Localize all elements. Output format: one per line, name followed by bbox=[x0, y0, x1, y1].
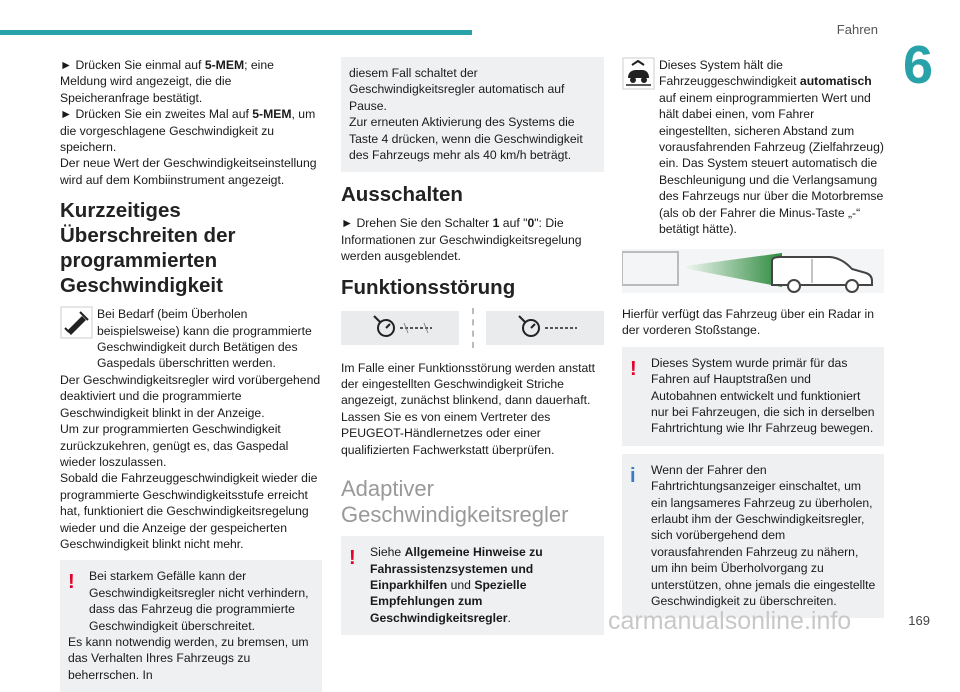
adaptive-cruise-icon-paragraph: Dieses System hält die Fahrzeuggeschwindigkeit automatisch auf einem einprogrammierten Wert und hält dabei einen, vom Fahrer eingestellten, sicheren Abstand zum vorausfahrenden Fahrzeug (Zielfahrzeug) ein. Das System steuert automatisch die Beschleunigung und die Verlangsamung des Fahrzeugs nur über die Motorbremse (als ob der Fahrer die Minus-Taste „-“ betätigt hätte). bbox=[622, 57, 884, 237]
column-3 bbox=[622, 57, 884, 618]
warning-box-continued: diesem Fall schaltet der Geschwindigkeitsregler automatisch auf Pause. Zur erneuten Aktivierung des Systems die Taste 4 drücken, wenn die Geschwindigkeit des Fahrzeugs mehr als 40 km/h beträgt. bbox=[341, 57, 604, 172]
adaptive-cruise-control-icon bbox=[622, 57, 655, 90]
page-number: 169 bbox=[908, 613, 930, 628]
paragraph: Sobald die Fahrzeuggeschwindigkeit wieder die programmierte Geschwindigkeitsstufe erreicht hat, funktioniert die Geschwindigkeitsregelung wieder und die Anzeige der gespeicherten Geschwindigkeit blinkt nicht mehr. bbox=[60, 471, 318, 551]
speed-limiter-icon bbox=[360, 315, 440, 341]
warning-icon: ! bbox=[68, 571, 75, 594]
watermark: carmanualsonline.info bbox=[608, 607, 852, 635]
speed-limiter-icon bbox=[505, 315, 585, 341]
paragraph: ► Drücken Sie ein zweites Mal auf 5-MEM, um die vorgeschlagene Geschwindigkeit zu speichern. bbox=[60, 107, 316, 155]
warning-icon: ! bbox=[349, 547, 356, 570]
column-1 bbox=[60, 57, 322, 692]
warning-box: ! Dieses System wurde primär für das Fahren auf Hauptstraßen und Autobahnen entwickelt und funktioniert nur bei Fahrzeugen, die sich in derselben Fahrtrichtung wie Ihr Fahrzeug bewegen. bbox=[622, 347, 884, 446]
header-accent-bar bbox=[0, 30, 472, 35]
heading-overspeed: Kurzzeitiges Überschreiten der programmierten Geschwindigkeit bbox=[60, 199, 236, 298]
column-2 bbox=[341, 57, 604, 635]
malfunction-display-illustration bbox=[341, 308, 604, 348]
heading-malfunction: Funktionsstörung bbox=[341, 275, 516, 299]
paragraph: Um zur programmierten Geschwindigkeit zurückzukehren, genügt es, das Gaspedal wieder loszulassen. bbox=[60, 422, 289, 469]
section-title: Fahren bbox=[836, 22, 878, 37]
accelerator-icon-paragraph: Bei Bedarf (beim Überholen beispielsweise) kann die programmierte Geschwindigkeit durch Betätigen des Gaspedals überschritten werden. bbox=[60, 306, 322, 372]
paragraph: Der neue Wert der Geschwindigkeitseinstellung wird auf dem Kombiinstrument angezeigt. bbox=[60, 156, 317, 187]
paragraph: ► Drehen Sie den Schalter 1 auf "0": Die Informationen zur Geschwindigkeitsregelung werden ausgeblendet. bbox=[341, 216, 582, 264]
display-blinking-illustration bbox=[341, 311, 459, 345]
paragraph: Der Geschwindigkeitsregler wird vorübergehend deaktiviert und die programmierte Geschwindigkeit blinkt in der Anzeige. bbox=[60, 372, 321, 420]
info-icon: i bbox=[630, 464, 636, 487]
warning-icon: ! bbox=[630, 357, 637, 380]
accelerator-pedal-icon bbox=[60, 306, 93, 339]
radar-car-illustration bbox=[622, 249, 884, 293]
warning-box: ! Bei starkem Gefälle kann der Geschwindigkeitsregler nicht verhindern, dass das Fahrzeug die programmierte Geschwindigkeit überschreitet. Es kann notwendig werden, zu bremsen, um das Verhalten Ihres Fahrzeugs zu beherrschen. In bbox=[60, 560, 322, 692]
warning-box: ! Siehe Allgemeine Hinweise zu Fahrassistenzsystemen und Einparkhilfen und Spezielle Empfehlungen zum Geschwindigkeitsregler. bbox=[341, 536, 604, 635]
paragraph: Lassen Sie es von einem Vertreter des PEUGEOT-Händlernetzes oder einer qualifizierten Fachwerkstatt überprüfen. bbox=[341, 409, 555, 457]
paragraph: Im Falle einer Funktionsstörung werden anstatt der eingestellten Geschwindigkeit Striche angezeigt, zunächst blinkend, dann dauerhaft. bbox=[341, 360, 596, 408]
heading-switch-off: Ausschalten bbox=[341, 183, 463, 207]
chapter-number: 6 bbox=[903, 35, 934, 95]
paragraph: ► Drücken Sie einmal auf 5-MEM; eine Meldung wird angezeigt, die die Speicheranfrage bestätigt. bbox=[60, 58, 274, 105]
heading-adaptive-cruise: Adaptiver Geschwindigkeitsregler bbox=[341, 476, 569, 528]
display-steady-illustration bbox=[486, 311, 604, 345]
paragraph: Hierfür verfügt das Fahrzeug über ein Radar in der vorderen Stoßstange. bbox=[622, 306, 875, 338]
divider bbox=[472, 308, 474, 348]
info-box: i Wenn der Fahrer den Fahrtrichtungsanzeiger einschaltet, um ein langsameres Fahrzeug zu überholen, erlaubt ihm der Geschwindigkeitsregler, sich vorübergehend dem vorausfahrenden Fahrzeug zu nähern, um ihn beim Überholvorgang zu unterstützen, ohne jemals die eingestellte Geschwindigkeit zu überschreiten. bbox=[622, 454, 884, 619]
